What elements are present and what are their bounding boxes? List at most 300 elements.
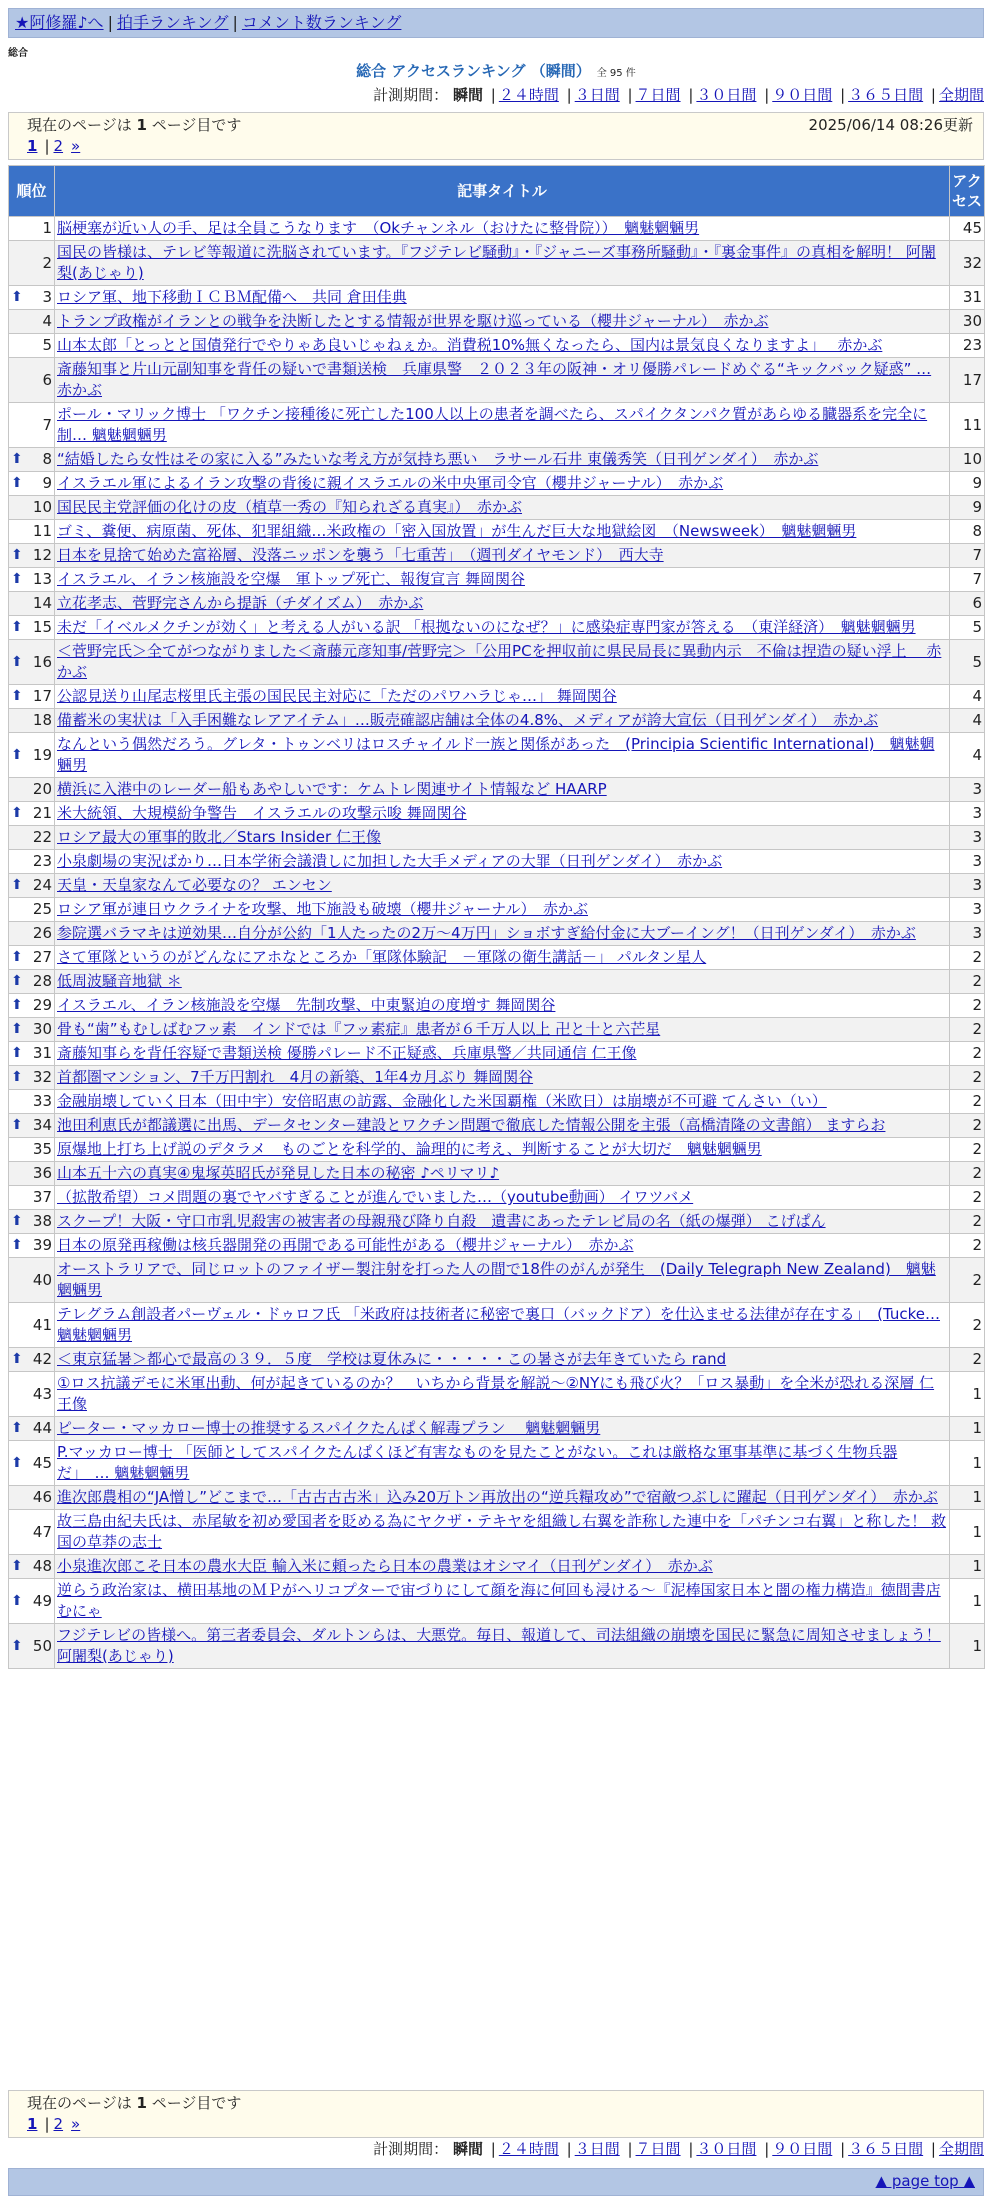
rank-up-arrow-icon: ⬆ xyxy=(11,289,23,305)
access-count: 5 xyxy=(950,616,985,640)
article-link[interactable]: 立花孝志、菅野完さんから提訴（チダイズム） 赤かぶ xyxy=(57,594,424,612)
rank-cell xyxy=(9,1162,55,1186)
table-row xyxy=(9,1441,985,1486)
rank-number: 23 xyxy=(32,852,52,870)
table-row xyxy=(9,640,985,685)
rank-cell xyxy=(9,1441,55,1486)
rank-number: 34 xyxy=(32,1116,52,1134)
period-all-link-bottom[interactable]: 全期間 xyxy=(938,2140,984,2158)
rank-number: 25 xyxy=(32,900,52,918)
table-row xyxy=(9,898,985,922)
article-link[interactable]: さて軍隊というのがどんなにアホなところか「軍隊体験記 －軍隊の衛生講話－」 パルタン星人 xyxy=(57,948,707,966)
access-count: 2 xyxy=(950,946,985,970)
rank-number: 30 xyxy=(32,1020,52,1038)
table-row xyxy=(9,826,985,850)
article-link[interactable]: “結婚したら女性はその家に入る”みたいな考え方が気持ち悪い ラサール石井 東儀秀笑（日刊ゲンダイ） 赤かぶ xyxy=(57,450,819,468)
rank-number: 32 xyxy=(32,1068,52,1086)
access-count: 3 xyxy=(950,826,985,850)
table-row xyxy=(9,286,985,310)
article-link[interactable]: 国民民主党評価の化けの皮（植草一秀の『知られざる真実』） 赤かぶ xyxy=(57,498,523,516)
rank-number: 33 xyxy=(32,1092,52,1110)
title-cell xyxy=(55,1486,950,1510)
rank-number: 45 xyxy=(32,1453,52,1472)
page-status: 現在のページは 1 ページ目です xyxy=(27,116,242,134)
title-cell xyxy=(55,778,950,802)
rank-number: 19 xyxy=(32,745,52,764)
access-count: 2 xyxy=(950,970,985,994)
article-link[interactable]: 横浜に入港中のレーダー船もあやしいです：ケムトレ関連サイト情報など HAARP xyxy=(57,780,607,798)
rank-number: 36 xyxy=(32,1164,52,1182)
rank-number: 1 xyxy=(42,219,52,237)
pager-bottom: 1 | 2 » xyxy=(27,2115,81,2133)
title-cell xyxy=(55,1372,950,1417)
rank-up-arrow-icon: ⬆ xyxy=(11,949,23,965)
article-link[interactable]: 山本五十六の真実④鬼塚英昭氏が発見した日本の秘密 ♪ペリマリ♪ xyxy=(57,1164,500,1182)
category-label: 総合 xyxy=(8,48,28,59)
rank-cell xyxy=(9,778,55,802)
article-link[interactable]: 参院選バラマキは逆効果…自分が公約「1人たったの2万〜4万円」ショボすぎ給付金に大ブーイング！（日刊ゲンダイ） 赤かぶ xyxy=(57,924,916,942)
period-all-link[interactable]: 全期間 xyxy=(938,86,984,104)
article-link[interactable]: 天皇・天皇家なんて必要なの？ エンセン xyxy=(57,876,332,894)
article-link[interactable]: 池田利恵氏が都議選に出馬、データセンター建設とワクチン問題で徹底した情報公開を主張（高橋清隆の文書館） ますらお xyxy=(57,1116,886,1134)
rank-cell xyxy=(9,826,55,850)
table-row xyxy=(9,1066,985,1090)
article-link[interactable]: ロシア最大の軍事的敗北／Stars Insider 仁王像 xyxy=(57,828,381,846)
article-link[interactable]: 米大統領、大規模紛争警告 イスラエルの攻撃示唆 舞岡関谷 xyxy=(57,804,467,822)
title-cell xyxy=(55,994,950,1018)
rank-cell xyxy=(9,241,55,286)
rank-cell xyxy=(9,1114,55,1138)
access-count: 2 xyxy=(950,994,985,1018)
access-count: 1 xyxy=(950,1372,985,1417)
title-cell xyxy=(55,241,950,286)
access-count: 45 xyxy=(950,217,985,241)
title-cell xyxy=(55,946,950,970)
period-selector-top: 計測期間： 瞬間 | ２４時間 | ３日間 | ７日間 | ３０日間 | ９０日間 | ３６５日間 | 全期間 xyxy=(373,86,984,104)
access-count: 1 xyxy=(950,1417,985,1441)
article-link[interactable]: 進次郎農相の“JA憎し”どこまで…「古古古古米」込み20万トン再放出の“逆兵糧攻め”で宿敵つぶしに躍起（日刊ゲンダイ） 赤かぶ xyxy=(57,1488,938,1506)
rank-up-arrow-icon: ⬆ xyxy=(11,1558,23,1574)
rank-cell xyxy=(9,1210,55,1234)
access-count: 2 xyxy=(950,1348,985,1372)
table-row xyxy=(9,1348,985,1372)
rank-cell xyxy=(9,217,55,241)
access-count: 2 xyxy=(950,1210,985,1234)
access-count: 5 xyxy=(950,640,985,685)
access-count: 2 xyxy=(950,1138,985,1162)
period-current: 瞬間 xyxy=(452,86,483,104)
table-row xyxy=(9,1210,985,1234)
title-cell xyxy=(55,1090,950,1114)
pager-top: 1 | 2 » xyxy=(27,137,81,155)
rank-up-arrow-icon: ⬆ xyxy=(11,1592,23,1609)
table-row xyxy=(9,1555,985,1579)
article-link[interactable]: ピーター・マッカロー博士の推奨するスパイクたんぱく解毒プラン 魑魅魍魎男 xyxy=(57,1419,601,1437)
rank-number: 39 xyxy=(32,1236,52,1254)
rank-number: 50 xyxy=(32,1636,52,1655)
rank-cell xyxy=(9,472,55,496)
period-30d-link-bottom[interactable]: ３０日間 xyxy=(696,2140,757,2158)
rank-cell xyxy=(9,1555,55,1579)
rank-up-arrow-icon: ⬆ xyxy=(11,475,23,491)
rank-cell xyxy=(9,616,55,640)
title-cell xyxy=(55,1162,950,1186)
rank-number: 14 xyxy=(32,594,52,612)
table-row xyxy=(9,592,985,616)
rank-up-arrow-icon: ⬆ xyxy=(11,1351,23,1367)
rank-cell xyxy=(9,1018,55,1042)
article-link[interactable]: 小泉劇場の実況ばかり…日本学術会議潰しに加担した大手メディアの大罪（日刊ゲンダイ） 赤かぶ xyxy=(57,852,723,870)
rank-cell xyxy=(9,1042,55,1066)
rank-cell xyxy=(9,640,55,685)
access-count: 1 xyxy=(950,1555,985,1579)
pager-next[interactable]: » xyxy=(71,137,81,155)
rank-cell xyxy=(9,520,55,544)
article-link[interactable]: 日本を見捨て始めた富裕層、没落ニッポンを襲う「七重苦」 （週刊ダイヤモンド） 西大寺 xyxy=(57,546,664,564)
rank-cell xyxy=(9,1417,55,1441)
access-count: 1 xyxy=(950,1441,985,1486)
title-cell xyxy=(55,1042,950,1066)
table-row xyxy=(9,1138,985,1162)
rank-cell xyxy=(9,733,55,778)
article-link[interactable]: 脳梗塞が近い人の手、足は全員こうなります （Okチャンネル（おけたに整骨院）） 魑魅魍魎男 xyxy=(57,219,700,237)
rank-up-arrow-icon: ⬆ xyxy=(11,547,23,563)
rank-cell xyxy=(9,1066,55,1090)
access-count: 2 xyxy=(950,1042,985,1066)
access-count: 8 xyxy=(950,520,985,544)
title-cell xyxy=(55,922,950,946)
access-count: 1 xyxy=(950,1624,985,1669)
title-cell xyxy=(55,709,950,733)
access-count: 3 xyxy=(950,802,985,826)
article-link[interactable]: ＜菅野完氏＞全てがつながりました＜斎藤元彦知事/菅野完＞「公用PCを押収前に県民局長に異動内示 不倫は捏造の疑い浮上 赤かぶ xyxy=(57,642,942,681)
updated-time: 2025/06/14 08:26更新 xyxy=(808,116,973,134)
rank-cell xyxy=(9,286,55,310)
article-link[interactable]: 故三島由紀夫氏は、赤尾敏を初め愛国者を貶める為にヤクザ・テキヤを組織し右翼を詐称した連中を「パチンコ右翼」と称した！ 救国の草莽の志士 xyxy=(57,1512,947,1551)
rank-number: 47 xyxy=(32,1522,52,1541)
article-link[interactable]: イスラエル、イラン核施設を空爆 軍トップ死亡、報復宣言 舞岡関谷 xyxy=(57,570,525,588)
title-cell xyxy=(55,1114,950,1138)
table-row xyxy=(9,709,985,733)
page-title xyxy=(8,60,984,81)
title-cell xyxy=(55,472,950,496)
access-count: 4 xyxy=(950,709,985,733)
table-row xyxy=(9,802,985,826)
access-count: 3 xyxy=(950,874,985,898)
rank-cell xyxy=(9,1303,55,1348)
rank-up-arrow-icon: ⬆ xyxy=(11,1021,23,1037)
access-count: 2 xyxy=(950,1114,985,1138)
title-cell xyxy=(55,217,950,241)
rank-cell xyxy=(9,358,55,403)
rank-number: 4 xyxy=(42,312,52,330)
ranking-table xyxy=(8,165,985,1669)
rank-number: 46 xyxy=(32,1488,52,1506)
article-link[interactable]: 逆らう政治家は、横田基地のＭＰがヘリコプターで宙づりにして顔を海に何回も浸ける～『泥棒国家日本と闇の権力構造』徳間書店 むにゃ xyxy=(57,1581,941,1620)
title-cell xyxy=(55,1303,950,1348)
access-count: 23 xyxy=(950,334,985,358)
comment-ranking-link[interactable]: コメント数ランキング xyxy=(241,13,402,32)
rank-number: 31 xyxy=(32,1044,52,1062)
rank-cell xyxy=(9,970,55,994)
title-cell xyxy=(55,685,950,709)
article-link[interactable]: 骨も“歯”もむしばむフッ素 インドでは『フッ素症』患者が６千万人以上 卍と十と六芒星 xyxy=(57,1020,661,1038)
period-label: 計測期間： xyxy=(373,86,449,104)
rank-cell xyxy=(9,709,55,733)
rank-cell xyxy=(9,403,55,448)
table-row xyxy=(9,850,985,874)
rank-cell xyxy=(9,802,55,826)
table-row xyxy=(9,310,985,334)
rank-cell xyxy=(9,544,55,568)
access-count: 9 xyxy=(950,472,985,496)
pager-next-bottom[interactable]: » xyxy=(71,2115,81,2133)
article-link[interactable]: ゴミ、糞便、病原菌、死体、犯罪組織…米政権の「密入国放置」が生んだ巨大な地獄絵図 （Newsweek） 魑魅魍魎男 xyxy=(57,522,857,540)
rank-number: 42 xyxy=(32,1350,52,1368)
title-cell xyxy=(55,568,950,592)
article-link[interactable]: ＜東京猛暑＞都心で最高の３９．５度 学校は夏休みに・・・・・この暑さが去年きていたら rand xyxy=(57,1350,727,1368)
table-row xyxy=(9,1114,985,1138)
title-cell xyxy=(55,1210,950,1234)
rank-up-arrow-icon: ⬆ xyxy=(11,1213,23,1229)
rank-cell xyxy=(9,592,55,616)
rank-cell xyxy=(9,1234,55,1258)
period-selector-bottom: 計測期間： 瞬間 | ２４時間 | ３日間 | ７日間 | ３０日間 | ９０日間 | ３６５日間 | 全期間 xyxy=(373,2140,984,2158)
access-count: 2 xyxy=(950,1090,985,1114)
title-cell xyxy=(55,1066,950,1090)
article-link[interactable]: 公認見送り山尾志桜里氏主張の国民民主対応に「ただのパワハラじゃ…」 舞岡関谷 xyxy=(57,687,617,705)
period-3d-link[interactable]: ３日間 xyxy=(574,86,620,104)
top-nav-bar: ★阿修羅♪へ | 拍手ランキング | コメント数ランキング xyxy=(8,8,984,38)
rank-number: 7 xyxy=(42,415,52,434)
rank-cell xyxy=(9,946,55,970)
article-link[interactable]: ①ロス抗議デモに米軍出動、何が起きているのか？ いちから背景を解説～②NYにも飛び火？「ロス暴動」を全米が恐れる深層 仁王像 xyxy=(57,1374,935,1413)
rank-number: 15 xyxy=(32,618,52,636)
period-3d-link-bottom[interactable]: ３日間 xyxy=(574,2140,620,2158)
clap-ranking-link[interactable]: 拍手ランキング xyxy=(116,13,229,32)
article-link[interactable]: 小泉進次郎こそ日本の農水大臣 輸入米に頼ったら日本の農業はオシマイ（日刊ゲンダイ） 赤かぶ xyxy=(57,1557,713,1575)
rank-cell xyxy=(9,568,55,592)
rank-number: 20 xyxy=(32,780,52,798)
rank-number: 18 xyxy=(32,711,52,729)
rank-number: 24 xyxy=(32,876,52,894)
article-link[interactable]: 日本の原発再稼働は核兵器開発の再開である可能性がある（櫻井ジャーナル） 赤かぶ xyxy=(57,1236,634,1254)
page-status-box-top xyxy=(8,112,984,160)
rank-number: 48 xyxy=(32,1557,52,1575)
table-row xyxy=(9,685,985,709)
title-cell xyxy=(55,358,950,403)
article-link[interactable]: ロシア軍が連日ウクライナを攻撃、地下施設も破壊（櫻井ジャーナル） 赤かぶ xyxy=(57,900,589,918)
period-30d-link[interactable]: ３０日間 xyxy=(696,86,757,104)
rank-number: 12 xyxy=(32,546,52,564)
page-status-box-bottom xyxy=(8,2090,984,2138)
table-row xyxy=(9,1186,985,1210)
rank-number: 26 xyxy=(32,924,52,942)
access-count: 2 xyxy=(950,1234,985,1258)
article-link[interactable]: 国民の皆様は、テレビ等報道に洗脳されています。『フジテレビ騒動』・『ジャニーズ事務所騒動』・『裏金事件』の真相を解明！ 阿闍梨(あじゃり) xyxy=(57,243,936,282)
article-link[interactable]: ロシア軍、地下移動ＩＣＢＭ配備へ 共同 倉田佳典 xyxy=(57,288,407,306)
period-365d-link[interactable]: ３６５日間 xyxy=(848,86,924,104)
period-7d-link[interactable]: ７日間 xyxy=(635,86,681,104)
table-row xyxy=(9,1018,985,1042)
rank-number: 22 xyxy=(32,828,52,846)
footer-bar xyxy=(8,2168,984,2196)
table-row xyxy=(9,994,985,1018)
home-link[interactable]: ★阿修羅♪へ xyxy=(15,13,104,32)
title-cell xyxy=(55,1417,950,1441)
article-link[interactable]: ポール・マリック博士 「ワクチン接種後に死亡した100人以上の患者を調べたら、スパイクタンパク質があらゆる臓器系を完全に制… 魑魅魍魎男 xyxy=(57,405,928,444)
rank-cell xyxy=(9,496,55,520)
title-cell xyxy=(55,1555,950,1579)
article-link[interactable]: 備蓄米の実状は「入手困難なレアアイテム」…販売確認店舗は全体の4.8%、メディアが誇大宣伝（日刊ゲンダイ） 赤かぶ xyxy=(57,711,879,729)
page-status-bottom: 現在のページは 1 ページ目です xyxy=(27,2094,242,2112)
rank-up-arrow-icon: ⬆ xyxy=(11,653,23,670)
rank-up-arrow-icon: ⬆ xyxy=(11,1069,23,1085)
article-link[interactable]: 金融崩壊していく日本（田中宇）安倍昭恵の訪露、金融化した米国覇権（米欧日）は崩壊が不可避 てんさい（い） xyxy=(57,1092,827,1110)
title-cell xyxy=(55,970,950,994)
table-row xyxy=(9,1162,985,1186)
table-row xyxy=(9,1417,985,1441)
period-90d-link[interactable]: ９０日間 xyxy=(772,86,833,104)
table-row xyxy=(9,1486,985,1510)
article-link[interactable]: 低周波騒音地獄 ＊ xyxy=(57,972,182,990)
rank-cell xyxy=(9,1258,55,1303)
rank-up-arrow-icon: ⬆ xyxy=(11,973,23,989)
article-link[interactable]: トランプ政権がイランとの戦争を決断したとする情報が世界を駆け巡っている（櫻井ジャーナル） 赤かぶ xyxy=(57,312,769,330)
rank-number: 35 xyxy=(32,1140,52,1158)
title-cell xyxy=(55,1234,950,1258)
article-link[interactable]: スクープ！大阪・守口市乳児殺害の被害者の母親飛び降り自殺 遺書にあったテレビ局の名（紙の爆弾） こげぱん xyxy=(57,1212,826,1230)
title-cell xyxy=(55,1186,950,1210)
article-link[interactable]: 斎藤知事と片山元副知事を背任の疑いで書類送検 兵庫県警 ２０２３年の阪神・オリ優勝パレードめぐる“キックバック疑惑” … 赤かぶ xyxy=(57,360,932,399)
rank-cell xyxy=(9,1138,55,1162)
access-count: 3 xyxy=(950,778,985,802)
rank-up-arrow-icon: ⬆ xyxy=(11,1237,23,1253)
pager-page-1-bottom[interactable]: 1 xyxy=(27,2115,38,2133)
access-count: 2 xyxy=(950,1258,985,1303)
pager-page-1[interactable]: 1 xyxy=(27,137,38,155)
title-cell xyxy=(55,1138,950,1162)
rank-cell xyxy=(9,1090,55,1114)
table-row xyxy=(9,922,985,946)
rank-cell xyxy=(9,922,55,946)
title-cell xyxy=(55,403,950,448)
table-row xyxy=(9,520,985,544)
title-cell xyxy=(55,874,950,898)
article-link[interactable]: P.マッカロー博士 「医師としてスパイクたんぱくほど有害なものを見たことがない。これは厳格な軍事基準に基づく生物兵器だ」 … 魑魅魍魎男 xyxy=(57,1443,898,1482)
pager-page-2[interactable]: 2 xyxy=(53,137,64,155)
table-row xyxy=(9,1303,985,1348)
page-title-text: 総合 アクセスランキング （瞬間） xyxy=(356,62,591,80)
access-count: 4 xyxy=(950,685,985,709)
access-count: 31 xyxy=(950,286,985,310)
rank-number: 13 xyxy=(32,570,52,588)
rank-up-arrow-icon: ⬆ xyxy=(11,571,23,587)
rank-cell xyxy=(9,1510,55,1555)
rank-up-arrow-icon: ⬆ xyxy=(11,1045,23,1061)
rank-number: 8 xyxy=(42,450,52,468)
title-cell xyxy=(55,544,950,568)
rank-cell xyxy=(9,1372,55,1417)
rank-cell xyxy=(9,1579,55,1624)
rank-up-arrow-icon: ⬆ xyxy=(11,1454,23,1471)
rank-cell xyxy=(9,898,55,922)
table-row xyxy=(9,1510,985,1555)
table-row xyxy=(9,970,985,994)
rank-header: 順位 xyxy=(9,166,55,217)
access-count: 11 xyxy=(950,403,985,448)
table-row xyxy=(9,733,985,778)
rank-cell xyxy=(9,1348,55,1372)
period-24h-link-bottom[interactable]: ２４時間 xyxy=(498,2140,559,2158)
rank-number: 28 xyxy=(32,972,52,990)
rank-up-arrow-icon: ⬆ xyxy=(11,1637,23,1654)
article-link[interactable]: なんという偶然だろう。グレタ・トゥンベリはロスチャイルド一族と関係があった (Principia Scientific International) 魑魅魍魎男 xyxy=(57,735,935,774)
table-row xyxy=(9,616,985,640)
table-row xyxy=(9,544,985,568)
period-7d-link-bottom[interactable]: ７日間 xyxy=(635,2140,681,2158)
article-link[interactable]: フジテレビの皆様へ。第三者委員会、ダルトンらは、大悪党。毎日、報道して、司法組織の崩壊を国民に緊急に周知させましょう！ 阿闍梨(あじゃり) xyxy=(57,1626,941,1665)
rank-number: 9 xyxy=(42,474,52,492)
title-cell xyxy=(55,334,950,358)
period-24h-link[interactable]: ２４時間 xyxy=(498,86,559,104)
rank-up-arrow-icon: ⬆ xyxy=(11,1117,23,1133)
title-cell xyxy=(55,616,950,640)
period-90d-link-bottom[interactable]: ９０日間 xyxy=(772,2140,833,2158)
title-cell xyxy=(55,1258,950,1303)
rank-cell xyxy=(9,874,55,898)
table-row xyxy=(9,1258,985,1303)
table-row xyxy=(9,358,985,403)
period-365d-link-bottom[interactable]: ３６５日間 xyxy=(848,2140,924,2158)
rank-up-arrow-icon: ⬆ xyxy=(11,997,23,1013)
access-count: 2 xyxy=(950,1162,985,1186)
pager-page-2-bottom[interactable]: 2 xyxy=(53,2115,64,2133)
access-count: 4 xyxy=(950,733,985,778)
rank-up-arrow-icon: ⬆ xyxy=(11,1420,23,1436)
article-link[interactable]: 斎藤知事らを背任容疑で書類送検 優勝パレード不正疑惑、兵庫県警／共同通信 仁王像 xyxy=(57,1044,637,1062)
article-link[interactable]: 首都圏マンション、7千万円割れ 4月の新築、1年4カ月ぶり 舞岡関谷 xyxy=(57,1068,534,1086)
rank-number: 40 xyxy=(32,1270,52,1289)
rank-cell xyxy=(9,850,55,874)
article-link[interactable]: 原爆地上打ち上げ説のデタラメ ものごとを科学的、論理的に考え、判断することが大切だ 魑魅魍魎男 xyxy=(57,1140,762,1158)
rank-number: 37 xyxy=(32,1188,52,1206)
rank-cell xyxy=(9,448,55,472)
article-link[interactable]: イスラエル軍によるイラン攻撃の背後に親イスラエルの米中央軍司令官（櫻井ジャーナル） 赤かぶ xyxy=(57,474,724,492)
rank-number: 41 xyxy=(32,1315,52,1334)
table-row xyxy=(9,778,985,802)
title-cell xyxy=(55,850,950,874)
rank-cell xyxy=(9,685,55,709)
title-cell xyxy=(55,448,950,472)
page-top-link[interactable]: ▲ page top ▲ xyxy=(875,2172,975,2190)
rank-number: 43 xyxy=(32,1384,52,1403)
ranking-rows xyxy=(9,217,985,1669)
article-link[interactable]: 山本太郎「とっとと国債発行でやりゃあ良いじゃねぇか。消費税10%無くなったら、国内は景気良くなりますよ」 赤かぶ xyxy=(57,336,883,354)
title-cell xyxy=(55,310,950,334)
article-link[interactable]: テレグラム創設者パーヴェル・ドゥロフ氏 「米政府は技術者に秘密で裏口（バックドア）を仕込ませる法律が存在する」 (Tucke… 魑魅魍魎男 xyxy=(57,1305,940,1344)
article-link[interactable]: イスラエル、イラン核施設を空爆 先制攻撃、中東緊迫の度増す 舞岡関谷 xyxy=(57,996,556,1014)
title-cell xyxy=(55,286,950,310)
article-link[interactable]: （拡散希望）コメ問題の裏でヤバすぎることが進んでいました…（youtube動画） イワツバメ xyxy=(57,1188,694,1206)
article-link[interactable]: 未だ「イベルメクチンが効く」と考える人がいる訳 「根拠ないのになぜ？」に感染症専門家が答える （東洋経済） 魑魅魍魎男 xyxy=(57,618,916,636)
title-cell xyxy=(55,733,950,778)
access-count: 3 xyxy=(950,850,985,874)
table-row xyxy=(9,1624,985,1669)
article-link[interactable]: オーストラリアで、同じロットのファイザー製注射を打った人の間で18件のがんが発生 (Daily Telegraph New Zealand) 魑魅魍魎男 xyxy=(57,1260,936,1299)
table-row xyxy=(9,946,985,970)
access-count: 1 xyxy=(950,1579,985,1624)
